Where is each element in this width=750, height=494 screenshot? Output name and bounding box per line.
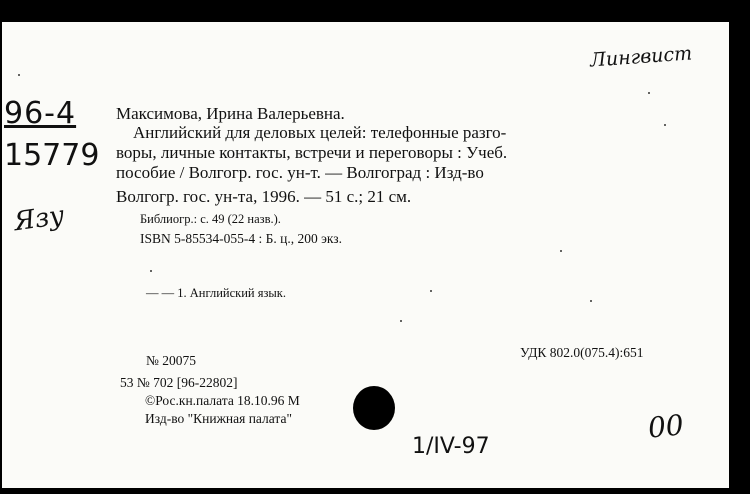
speck — [664, 124, 666, 126]
handwritten-note-top-right: Лингвист — [589, 42, 693, 72]
initials-signature: Язу — [12, 200, 67, 238]
speck — [590, 300, 592, 302]
title-line-2: воры, личные контакты, встречи и переговоры : Учеб. — [116, 143, 508, 162]
title-line-1: Английский для деловых целей: телефонные разго- — [133, 123, 507, 142]
order-number: 53 № 702 [96-22802] — [120, 375, 238, 390]
udk-code: УДК 802.0(075.4):651 — [520, 345, 644, 360]
speck — [400, 320, 402, 322]
author: Максимова, Ирина Валерьевна. — [116, 104, 345, 123]
title-line-3: пособие / Волгогр. гос. ун-т. — Волгоград : Изд-во — [116, 163, 484, 182]
speck — [150, 270, 152, 272]
speck — [430, 290, 432, 292]
shelf-mark-1: 96-4 — [4, 96, 77, 131]
record-number: № 20075 — [146, 353, 197, 368]
isbn: ISBN 5-85534-055-4 : Б. ц., 200 экз. — [140, 231, 342, 246]
handwritten-date: 1/IV-97 — [412, 434, 490, 459]
speck — [648, 92, 650, 94]
publisher-line: Изд-во "Книжная палата" — [145, 411, 292, 426]
bibliography: Библиогр.: с. 49 (22 назв.). — [140, 212, 281, 226]
shelf-mark-2: 15779 — [4, 138, 100, 173]
subject-heading: — — 1. Английский язык. — [146, 286, 286, 300]
ink-blot — [353, 386, 395, 430]
title-line-4: Волгогр. гос. ун-та, 1996. — 51 с.; 21 см. — [116, 187, 412, 206]
speck — [18, 74, 20, 76]
handwritten-mark: 00 — [646, 408, 686, 445]
speck — [560, 250, 562, 252]
copyright-line: ©Рос.кн.палата 18.10.96 М — [145, 393, 300, 408]
